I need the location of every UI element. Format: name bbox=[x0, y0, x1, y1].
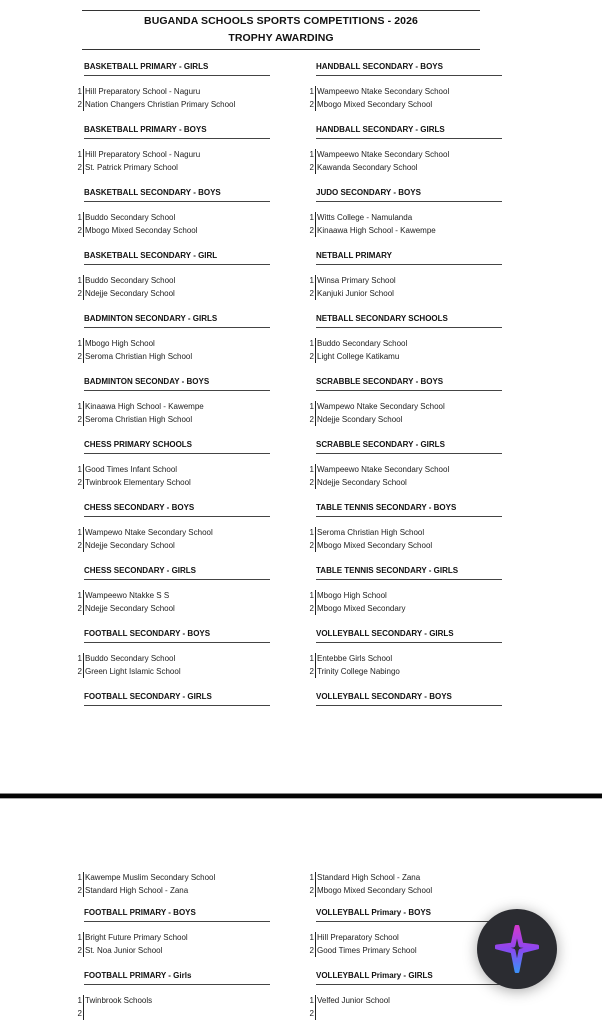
rank-divider bbox=[83, 653, 84, 666]
category-heading: SCRABBLE SECONDARY - BOYS bbox=[316, 377, 502, 391]
ranking-row bbox=[306, 464, 506, 477]
school-name: Mbogo Mixed Seconday School bbox=[85, 225, 198, 235]
category-heading: BASKETBALL SECONDARY - BOYS bbox=[84, 188, 270, 202]
category-results bbox=[74, 338, 274, 363]
school-name: Ndejje Secondary School bbox=[317, 477, 407, 487]
category-results bbox=[74, 212, 274, 237]
school-name: Buddo Secondary School bbox=[317, 339, 408, 348]
ranking-row bbox=[306, 275, 506, 288]
rank-divider bbox=[83, 288, 84, 301]
ranking-row bbox=[74, 945, 274, 958]
category-results bbox=[306, 86, 506, 111]
left-column bbox=[74, 62, 274, 755]
rank-divider bbox=[83, 225, 84, 238]
rank-divider bbox=[315, 162, 316, 175]
rank-divider bbox=[315, 603, 316, 616]
document-subtitle: TROPHY AWARDING bbox=[228, 32, 334, 44]
ranking-row bbox=[306, 603, 506, 616]
rank-divider bbox=[83, 527, 84, 540]
ranking-row bbox=[74, 338, 274, 351]
rank-divider bbox=[315, 86, 316, 99]
category-heading: BASKETBALL PRIMARY - GIRLS bbox=[84, 62, 270, 76]
school-name: Velfed Junior School bbox=[317, 996, 390, 1005]
rank-number: 2 bbox=[309, 666, 314, 676]
school-name: Standard High School - Zana bbox=[317, 873, 421, 882]
rank-number: 2 bbox=[77, 666, 82, 676]
ranking-row bbox=[74, 414, 274, 427]
category-heading: VOLLEYBALL SECONDARY - GIRLS bbox=[316, 629, 502, 643]
rank-number: 2 bbox=[309, 225, 314, 235]
rank-number: 1 bbox=[309, 402, 314, 411]
rank-divider bbox=[315, 225, 316, 238]
award-category bbox=[306, 629, 506, 692]
rank-divider bbox=[83, 666, 84, 679]
award-category bbox=[306, 377, 506, 440]
category-results bbox=[306, 464, 506, 489]
rank-number: 1 bbox=[309, 528, 314, 537]
school-name: Ndejje Secondary School bbox=[85, 288, 175, 298]
rank-number: 2 bbox=[309, 885, 314, 895]
award-category bbox=[74, 566, 274, 629]
school-name: Ndejje Secondary School bbox=[85, 540, 175, 550]
rank-number: 1 bbox=[77, 87, 82, 96]
right-column bbox=[306, 62, 506, 755]
school-name: Good Times Infant School bbox=[85, 465, 178, 474]
award-category bbox=[74, 440, 274, 503]
rank-divider bbox=[315, 666, 316, 679]
school-name: Entebbe Girls School bbox=[317, 654, 393, 663]
category-heading: BADMINTON SECONDAY - BOYS bbox=[84, 377, 270, 391]
rank-number: 2 bbox=[77, 225, 82, 235]
category-heading: SCRABBLE SECONDARY - GIRLS bbox=[316, 440, 502, 454]
rank-number: 1 bbox=[77, 996, 82, 1005]
ranking-row bbox=[74, 932, 274, 945]
school-name: Buddo Secondary School bbox=[85, 213, 176, 222]
rank-number: 1 bbox=[77, 150, 82, 159]
ranking-row bbox=[306, 885, 506, 898]
rank-number: 2 bbox=[77, 540, 82, 550]
continued-results bbox=[306, 872, 506, 908]
category-heading: BASKETBALL PRIMARY - BOYS bbox=[84, 125, 270, 139]
award-category bbox=[74, 377, 274, 440]
rank-number: 1 bbox=[309, 591, 314, 600]
page2-left-column bbox=[74, 872, 274, 1034]
category-results bbox=[306, 995, 506, 1020]
category-results bbox=[74, 590, 274, 615]
award-category bbox=[74, 251, 274, 314]
rank-divider bbox=[315, 653, 316, 666]
rank-divider bbox=[83, 945, 84, 958]
rank-divider bbox=[83, 149, 84, 162]
rank-divider bbox=[315, 885, 316, 898]
ranking-row bbox=[306, 401, 506, 414]
school-name: Hill Preparatory School - Naguru bbox=[85, 150, 201, 159]
category-results bbox=[306, 275, 506, 300]
category-heading: VOLLEYBALL SECONDARY - BOYS bbox=[316, 692, 502, 706]
ranking-row bbox=[306, 527, 506, 540]
school-name: Winsa Primary School bbox=[317, 276, 396, 285]
ranking-row bbox=[306, 351, 506, 364]
school-name: Seroma Christian High School bbox=[85, 351, 193, 361]
rank-divider bbox=[315, 590, 316, 603]
school-name: Wampeewo Ntake Secondary School bbox=[317, 465, 450, 474]
rank-number: 1 bbox=[309, 276, 314, 285]
ranking-row bbox=[74, 464, 274, 477]
assistant-floating-button[interactable] bbox=[477, 909, 557, 989]
category-heading: CHESS PRIMARY SCHOOLS bbox=[84, 440, 270, 454]
rank-number: 1 bbox=[309, 150, 314, 159]
category-heading: FOOTBALL PRIMARY - BOYS bbox=[84, 908, 270, 922]
ranking-row bbox=[74, 540, 274, 553]
rank-divider bbox=[315, 945, 316, 958]
rank-divider bbox=[315, 149, 316, 162]
ranking-row bbox=[306, 1008, 506, 1021]
category-results bbox=[306, 527, 506, 552]
school-name: Wampeewo Ntake Secondary School bbox=[317, 87, 450, 96]
rank-divider bbox=[315, 414, 316, 427]
rank-number: 2 bbox=[309, 162, 314, 172]
ranking-row bbox=[74, 995, 274, 1008]
rank-divider bbox=[315, 401, 316, 414]
award-category bbox=[74, 314, 274, 377]
rank-number: 1 bbox=[309, 933, 314, 942]
school-name: Mbogo High School bbox=[317, 591, 387, 600]
rank-divider bbox=[83, 414, 84, 427]
rank-divider bbox=[83, 477, 84, 490]
rank-number: 1 bbox=[77, 933, 82, 942]
rank-number: 2 bbox=[77, 288, 82, 298]
rank-divider bbox=[315, 288, 316, 301]
school-name: Mbogo Mixed Secondary School bbox=[317, 540, 433, 550]
category-heading: CHESS SECONDARY - BOYS bbox=[84, 503, 270, 517]
category-results bbox=[306, 590, 506, 615]
rank-divider bbox=[315, 932, 316, 945]
category-results bbox=[306, 149, 506, 174]
rank-number: 2 bbox=[309, 1008, 314, 1018]
rank-divider bbox=[83, 603, 84, 616]
category-results bbox=[74, 653, 274, 678]
category-heading: FOOTBALL SECONDARY - GIRLS bbox=[84, 692, 270, 706]
ranking-row bbox=[306, 932, 506, 945]
school-name: Buddo Secondary School bbox=[85, 276, 176, 285]
school-name: Bright Future Primary School bbox=[85, 933, 188, 942]
rank-number: 2 bbox=[77, 414, 82, 424]
rank-divider bbox=[315, 872, 316, 885]
ranking-row bbox=[306, 288, 506, 301]
school-name: Mbogo High School bbox=[85, 339, 155, 348]
ranking-row bbox=[306, 162, 506, 175]
rank-divider bbox=[315, 527, 316, 540]
sparkle-star-icon bbox=[495, 925, 539, 973]
rank-number: 2 bbox=[77, 885, 82, 895]
rank-divider bbox=[315, 1008, 316, 1021]
ranking-row bbox=[306, 149, 506, 162]
school-name: Nation Changers Christian Primary School bbox=[85, 99, 236, 109]
category-results bbox=[306, 653, 506, 678]
ranking-row bbox=[306, 99, 506, 112]
school-name: Standard High School - Zana bbox=[85, 885, 189, 895]
rank-divider bbox=[83, 540, 84, 553]
rank-number: 1 bbox=[77, 528, 82, 537]
rank-number: 1 bbox=[309, 654, 314, 663]
school-name: Kawempe Muslim Secondary School bbox=[85, 873, 216, 882]
award-category bbox=[74, 503, 274, 566]
rank-divider bbox=[83, 995, 84, 1008]
school-name: Ndejje Scondary School bbox=[317, 414, 403, 424]
ranking-row bbox=[74, 99, 274, 112]
rank-number: 1 bbox=[77, 873, 82, 882]
category-heading: BASKETBALL SECONDARY - GIRL bbox=[84, 251, 270, 265]
ranking-row bbox=[306, 590, 506, 603]
ranking-row bbox=[306, 414, 506, 427]
award-category bbox=[306, 566, 506, 629]
rank-divider bbox=[83, 212, 84, 225]
award-category bbox=[306, 62, 506, 125]
category-heading: NETBALL SECONDARY SCHOOLS bbox=[316, 314, 502, 328]
rank-divider bbox=[315, 212, 316, 225]
rank-number: 2 bbox=[309, 414, 314, 424]
ranking-row bbox=[74, 288, 274, 301]
category-heading: VOLLEYBALL Primary - BOYS bbox=[316, 908, 502, 922]
award-category bbox=[306, 251, 506, 314]
rank-divider bbox=[83, 99, 84, 112]
rank-divider bbox=[315, 477, 316, 490]
page2-right-column bbox=[306, 872, 506, 1034]
rank-number: 2 bbox=[77, 351, 82, 361]
award-category bbox=[306, 971, 506, 1034]
continued-results bbox=[74, 872, 274, 908]
ranking-row bbox=[74, 603, 274, 616]
category-results bbox=[74, 149, 274, 174]
rank-divider bbox=[315, 275, 316, 288]
award-category bbox=[306, 692, 506, 755]
ranking-row bbox=[74, 666, 274, 679]
school-name: Wampewo Ntake Secondary School bbox=[317, 402, 445, 411]
ranking-row bbox=[306, 225, 506, 238]
rank-number: 2 bbox=[309, 99, 314, 109]
award-category bbox=[74, 971, 274, 1034]
rank-number: 1 bbox=[309, 213, 314, 222]
category-heading: FOOTBALL PRIMARY - Girls bbox=[84, 971, 270, 985]
award-category bbox=[306, 188, 506, 251]
ranking-row bbox=[306, 86, 506, 99]
rank-number: 2 bbox=[77, 162, 82, 172]
rank-number: 2 bbox=[77, 945, 82, 955]
school-name: Hill Preparatory School - Naguru bbox=[85, 87, 201, 96]
ranking-row bbox=[74, 401, 274, 414]
rank-divider bbox=[315, 338, 316, 351]
award-category bbox=[306, 125, 506, 188]
rank-divider bbox=[83, 275, 84, 288]
ranking-row bbox=[74, 885, 274, 898]
rank-number: 2 bbox=[77, 603, 82, 613]
ranking-row bbox=[74, 477, 274, 490]
award-category bbox=[74, 62, 274, 125]
ranking-row bbox=[74, 653, 274, 666]
school-name: Buddo Secondary School bbox=[85, 654, 176, 663]
rank-number: 2 bbox=[77, 99, 82, 109]
award-category bbox=[74, 188, 274, 251]
ranking-row bbox=[306, 338, 506, 351]
ranking-row bbox=[306, 477, 506, 490]
school-name: Light College Katikamu bbox=[317, 351, 400, 361]
rank-divider bbox=[83, 401, 84, 414]
category-results bbox=[74, 464, 274, 489]
ranking-row bbox=[74, 86, 274, 99]
ranking-row bbox=[74, 351, 274, 364]
rank-number: 1 bbox=[77, 402, 82, 411]
school-name: St. Patrick Primary School bbox=[85, 162, 178, 172]
rank-number: 1 bbox=[77, 213, 82, 222]
school-name: Twinbrook Schools bbox=[85, 996, 153, 1005]
rank-divider bbox=[83, 162, 84, 175]
school-name: Seroma Christian High School bbox=[85, 414, 193, 424]
category-heading: HANDBALL SECONDARY - BOYS bbox=[316, 62, 502, 76]
category-heading: JUDO SECONDARY - BOYS bbox=[316, 188, 502, 202]
school-name: Witts College - Namulanda bbox=[317, 213, 413, 222]
rank-divider bbox=[83, 351, 84, 364]
rank-number: 1 bbox=[309, 87, 314, 96]
rank-divider bbox=[315, 464, 316, 477]
rank-divider bbox=[83, 338, 84, 351]
school-name: Mbogo Mixed Secondary School bbox=[317, 99, 433, 109]
rank-divider bbox=[83, 1008, 84, 1021]
school-name: Trinity College Nabingo bbox=[317, 666, 400, 676]
rank-divider bbox=[83, 872, 84, 885]
ranking-row bbox=[74, 527, 274, 540]
rank-number: 2 bbox=[77, 1008, 82, 1018]
award-category bbox=[74, 692, 274, 755]
school-name: Kinaawa High School - Kawempe bbox=[85, 402, 204, 411]
award-category bbox=[306, 503, 506, 566]
rank-number: 2 bbox=[309, 288, 314, 298]
category-heading: TABLE TENNIS SECONDARY - BOYS bbox=[316, 503, 502, 517]
document-title-block bbox=[82, 10, 480, 50]
category-results bbox=[74, 86, 274, 111]
ranking-row bbox=[306, 666, 506, 679]
school-name: Mbogo Mixed Secondary School bbox=[317, 885, 433, 895]
award-category bbox=[74, 125, 274, 188]
ranking-row bbox=[74, 162, 274, 175]
rank-number: 2 bbox=[309, 351, 314, 361]
category-results bbox=[306, 212, 506, 237]
rank-number: 2 bbox=[309, 603, 314, 613]
ranking-row bbox=[74, 1008, 274, 1021]
rank-number: 1 bbox=[77, 339, 82, 348]
school-name: Mbogo Mixed Secondary bbox=[317, 603, 406, 613]
award-category bbox=[74, 908, 274, 971]
school-name: Wampeewo Ntake Secondary School bbox=[317, 150, 450, 159]
award-category bbox=[306, 314, 506, 377]
school-name: Kinaawa High School - Kawempe bbox=[317, 225, 436, 235]
rank-divider bbox=[315, 351, 316, 364]
category-results bbox=[74, 275, 274, 300]
rank-divider bbox=[315, 540, 316, 553]
rank-number: 1 bbox=[309, 465, 314, 474]
ranking-row bbox=[74, 275, 274, 288]
school-name: Seroma Christian High School bbox=[317, 528, 425, 537]
ranking-row bbox=[306, 212, 506, 225]
category-results bbox=[306, 338, 506, 363]
category-heading: TABLE TENNIS SECONDARY - GIRLS bbox=[316, 566, 502, 580]
ranking-row bbox=[74, 212, 274, 225]
rank-divider bbox=[83, 464, 84, 477]
category-results bbox=[306, 932, 506, 957]
rank-number: 2 bbox=[309, 477, 314, 487]
category-results bbox=[306, 401, 506, 426]
rank-number: 1 bbox=[309, 339, 314, 348]
rank-number: 1 bbox=[309, 873, 314, 882]
rank-number: 1 bbox=[77, 465, 82, 474]
category-heading: FOOTBALL SECONDARY - BOYS bbox=[84, 629, 270, 643]
category-heading: CHESS SECONDARY - GIRLS bbox=[84, 566, 270, 580]
category-heading: HANDBALL SECONDARY - GIRLS bbox=[316, 125, 502, 139]
ranking-row bbox=[306, 872, 506, 885]
school-name: Hill Preparatory School bbox=[317, 933, 399, 942]
school-name: Ndejje Secondary School bbox=[85, 603, 175, 613]
rank-number: 1 bbox=[77, 591, 82, 600]
school-name: Good Times Primary School bbox=[317, 945, 417, 955]
school-name: Kawanda Secondary School bbox=[317, 162, 418, 172]
ranking-row bbox=[74, 590, 274, 603]
school-name: Wampewo Ntake Secondary School bbox=[85, 528, 213, 537]
rank-number: 1 bbox=[77, 276, 82, 285]
school-name: Twinbrook Elementary School bbox=[85, 477, 191, 487]
school-name: St. Noa Junior School bbox=[85, 945, 163, 955]
ranking-row bbox=[306, 653, 506, 666]
category-heading: VOLLEYBALL Primary - GIRLS bbox=[316, 971, 502, 985]
award-category bbox=[306, 908, 506, 971]
ranking-row bbox=[306, 945, 506, 958]
document-title: BUGANDA SCHOOLS SPORTS COMPETITIONS - 2026 bbox=[144, 15, 418, 27]
rank-number: 2 bbox=[309, 945, 314, 955]
ranking-row bbox=[74, 872, 274, 885]
award-category bbox=[74, 629, 274, 692]
ranking-row bbox=[74, 149, 274, 162]
category-results bbox=[74, 932, 274, 957]
category-results bbox=[74, 995, 274, 1020]
rank-divider bbox=[83, 885, 84, 898]
ranking-row bbox=[306, 995, 506, 1008]
rank-divider bbox=[83, 86, 84, 99]
category-results bbox=[74, 401, 274, 426]
rank-number: 2 bbox=[309, 540, 314, 550]
school-name: Wampeewo Ntakke S S bbox=[85, 591, 170, 600]
rank-number: 1 bbox=[77, 654, 82, 663]
rank-number: 1 bbox=[309, 996, 314, 1005]
ranking-row bbox=[306, 540, 506, 553]
rank-number: 2 bbox=[77, 477, 82, 487]
ranking-row bbox=[74, 225, 274, 238]
category-heading: BADMINTON SECONDARY - GIRLS bbox=[84, 314, 270, 328]
award-category bbox=[306, 440, 506, 503]
rank-divider bbox=[315, 99, 316, 112]
school-name: Kanjuki Junior School bbox=[317, 288, 394, 298]
category-results bbox=[74, 527, 274, 552]
rank-divider bbox=[83, 590, 84, 603]
school-name: Green Light Islamic School bbox=[85, 666, 181, 676]
rank-divider bbox=[315, 995, 316, 1008]
category-heading: NETBALL PRIMARY bbox=[316, 251, 502, 265]
rank-divider bbox=[83, 932, 84, 945]
